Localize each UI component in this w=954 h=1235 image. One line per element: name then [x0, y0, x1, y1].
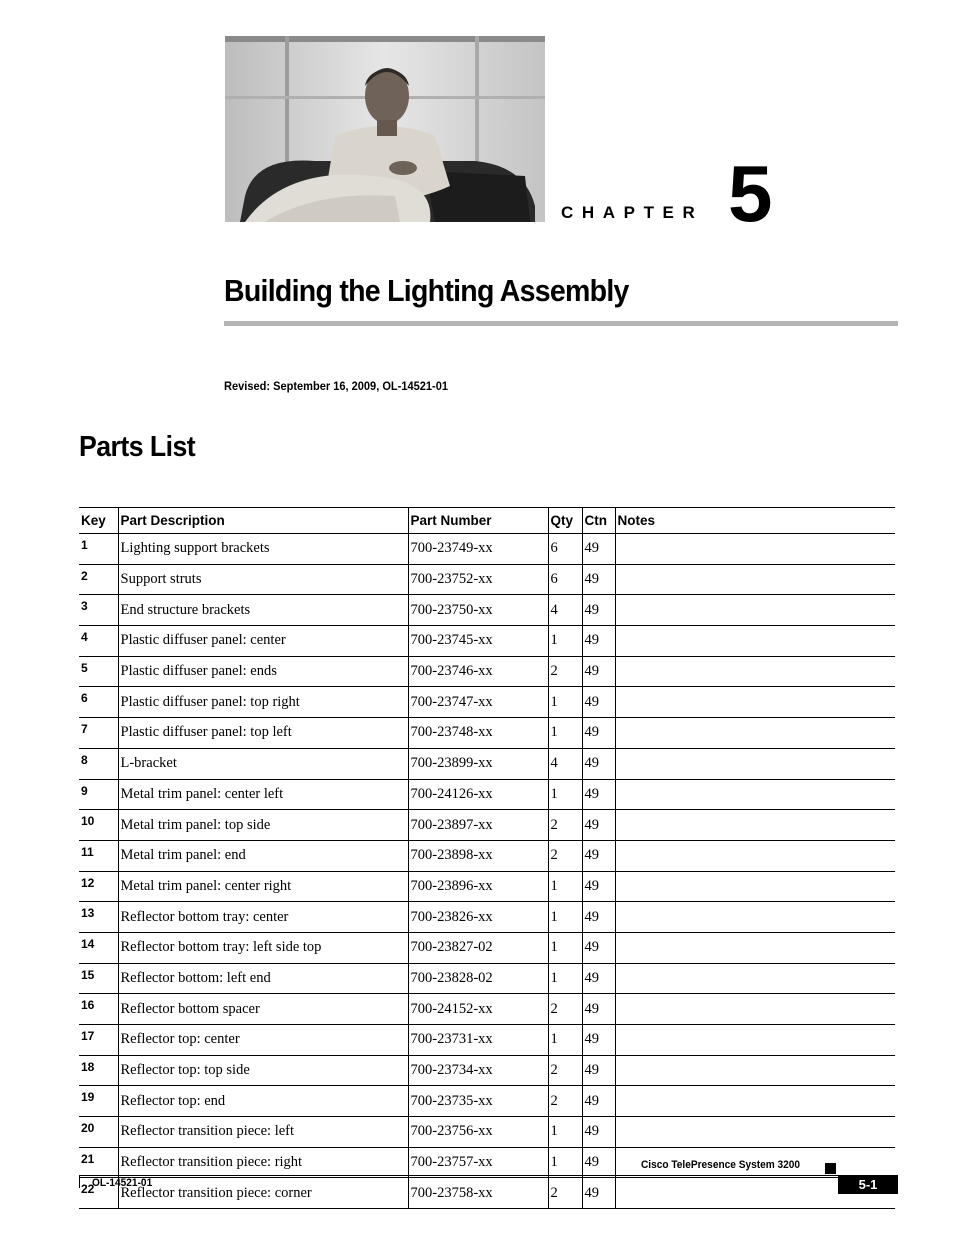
table-row — [79, 1055, 895, 1086]
table-row — [79, 1086, 895, 1117]
cell-key: 5 — [79, 656, 118, 687]
cell-qty: 2 — [548, 994, 582, 1025]
cell-part-description: Metal trim panel: end — [118, 840, 408, 871]
cell-key: 4 — [79, 626, 118, 657]
cell-notes — [615, 871, 895, 902]
cell-key: 15 — [79, 963, 118, 994]
cell-part-number: 700-23898-xx — [408, 840, 548, 871]
table-row — [79, 994, 895, 1025]
parts-table — [79, 507, 895, 1209]
table-row — [79, 656, 895, 687]
cell-part-number: 700-23748-xx — [408, 718, 548, 749]
cell-part-description: Reflector top: top side — [118, 1055, 408, 1086]
cell-key: 2 — [79, 564, 118, 595]
cell-part-number: 700-23899-xx — [408, 748, 548, 779]
cell-ctn: 49 — [582, 871, 615, 902]
cell-part-description: Reflector bottom spacer — [118, 994, 408, 1025]
cell-ctn: 49 — [582, 994, 615, 1025]
cell-notes — [615, 1055, 895, 1086]
cell-part-number: 700-23745-xx — [408, 626, 548, 657]
cell-key: 22 — [79, 1178, 118, 1209]
table-row — [79, 626, 895, 657]
cell-part-description: Reflector bottom tray: center — [118, 902, 408, 933]
cell-qty: 1 — [548, 963, 582, 994]
cell-part-description: Plastic diffuser panel: top left — [118, 718, 408, 749]
cell-qty: 4 — [548, 748, 582, 779]
cell-key: 9 — [79, 779, 118, 810]
cell-part-description: Lighting support brackets — [118, 534, 408, 565]
cell-key: 12 — [79, 871, 118, 902]
cell-key: 18 — [79, 1055, 118, 1086]
cell-part-number: 700-23731-xx — [408, 1025, 548, 1056]
cell-ctn: 49 — [582, 1055, 615, 1086]
table-row — [79, 902, 895, 933]
cell-part-number: 700-23734-xx — [408, 1055, 548, 1086]
footer-doc-number: OL-14521-01 — [92, 1177, 153, 1189]
cell-key: 13 — [79, 902, 118, 933]
cell-part-description: Reflector bottom tray: left side top — [118, 932, 408, 963]
cell-part-number: 700-24126-xx — [408, 779, 548, 810]
cell-part-description: Metal trim panel: top side — [118, 810, 408, 841]
cell-notes — [615, 963, 895, 994]
cell-ctn: 49 — [582, 1147, 615, 1178]
parts-table-body — [79, 534, 895, 1209]
cell-key: 14 — [79, 932, 118, 963]
header-notes: Notes — [615, 508, 895, 534]
cell-notes — [615, 840, 895, 871]
cell-part-number: 700-23746-xx — [408, 656, 548, 687]
cell-notes — [615, 534, 895, 565]
table-row — [79, 871, 895, 902]
cell-part-description: Metal trim panel: center right — [118, 871, 408, 902]
cell-qty: 2 — [548, 1055, 582, 1086]
table-row — [79, 595, 895, 626]
cell-part-description: Metal trim panel: center left — [118, 779, 408, 810]
cell-qty: 4 — [548, 595, 582, 626]
cell-part-description: Reflector top: center — [118, 1025, 408, 1056]
cell-qty: 6 — [548, 564, 582, 595]
cell-part-number: 700-23756-xx — [408, 1117, 548, 1148]
cell-part-number: 700-23750-xx — [408, 595, 548, 626]
page-number: 5-1 — [838, 1175, 898, 1194]
cell-ctn: 49 — [582, 1086, 615, 1117]
cell-key: 8 — [79, 748, 118, 779]
footer-product: Cisco TelePresence System 3200 — [641, 1159, 801, 1171]
cell-notes — [615, 718, 895, 749]
cell-ctn: 49 — [582, 534, 615, 565]
title-rule — [224, 321, 898, 326]
cell-ctn: 49 — [582, 902, 615, 933]
cell-part-description: Plastic diffuser panel: top right — [118, 687, 408, 718]
header-part-number: Part Number — [408, 508, 548, 534]
cell-ctn: 49 — [582, 840, 615, 871]
table-row — [79, 748, 895, 779]
chapter-label: CHAPTER — [561, 203, 704, 222]
cell-part-number: 700-23749-xx — [408, 534, 548, 565]
cell-part-number: 700-23897-xx — [408, 810, 548, 841]
cell-notes — [615, 595, 895, 626]
cell-ctn: 49 — [582, 748, 615, 779]
cell-ctn: 49 — [582, 564, 615, 595]
cell-ctn: 49 — [582, 932, 615, 963]
table-row — [79, 932, 895, 963]
cell-ctn: 49 — [582, 687, 615, 718]
cell-key: 10 — [79, 810, 118, 841]
cell-part-description: Reflector transition piece: corner — [118, 1178, 408, 1209]
cell-ctn: 49 — [582, 1117, 615, 1148]
cell-part-description: Reflector transition piece: left — [118, 1117, 408, 1148]
cell-notes — [615, 902, 895, 933]
footer-marker — [825, 1163, 836, 1174]
table-row — [79, 779, 895, 810]
cell-key: 1 — [79, 534, 118, 565]
cell-key: 7 — [79, 718, 118, 749]
cell-qty: 1 — [548, 718, 582, 749]
cell-notes — [615, 656, 895, 687]
cell-part-description: Reflector bottom: left end — [118, 963, 408, 994]
cell-part-description: L-bracket — [118, 748, 408, 779]
cell-part-number: 700-23757-xx — [408, 1147, 548, 1178]
cell-qty: 1 — [548, 1147, 582, 1178]
cell-qty: 1 — [548, 687, 582, 718]
table-row — [79, 840, 895, 871]
cell-notes — [615, 687, 895, 718]
table-row — [79, 963, 895, 994]
cell-part-number: 700-23827-02 — [408, 932, 548, 963]
table-row — [79, 1025, 895, 1056]
cell-part-number: 700-23735-xx — [408, 1086, 548, 1117]
cell-part-number: 700-23826-xx — [408, 902, 548, 933]
revision-note: Revised: September 16, 2009, OL-14521-01 — [224, 379, 448, 393]
cell-key: 20 — [79, 1117, 118, 1148]
table-row — [79, 718, 895, 749]
header-qty: Qty — [548, 508, 582, 534]
cell-notes — [615, 1025, 895, 1056]
table-row — [79, 1117, 895, 1148]
cell-key: 17 — [79, 1025, 118, 1056]
cell-notes — [615, 748, 895, 779]
cell-notes — [615, 626, 895, 657]
cell-qty: 1 — [548, 779, 582, 810]
cell-notes — [615, 994, 895, 1025]
cell-ctn: 49 — [582, 595, 615, 626]
cell-notes — [615, 1086, 895, 1117]
cell-ctn: 49 — [582, 779, 615, 810]
cell-ctn: 49 — [582, 963, 615, 994]
cell-part-description: Plastic diffuser panel: center — [118, 626, 408, 657]
header-key: Key — [79, 508, 118, 534]
table-row — [79, 1178, 895, 1209]
cell-ctn: 49 — [582, 718, 615, 749]
cell-notes — [615, 932, 895, 963]
cell-part-number: 700-23747-xx — [408, 687, 548, 718]
cell-ctn: 49 — [582, 1178, 615, 1209]
chapter-number: 5 — [728, 149, 773, 238]
cell-ctn: 49 — [582, 810, 615, 841]
cell-part-description: Reflector transition piece: right — [118, 1147, 408, 1178]
footer-rule — [79, 1175, 898, 1176]
cell-qty: 1 — [548, 1117, 582, 1148]
cell-notes — [615, 779, 895, 810]
cell-qty: 1 — [548, 871, 582, 902]
cell-ctn: 49 — [582, 1025, 615, 1056]
table-header-row — [79, 508, 895, 534]
cell-qty: 2 — [548, 1086, 582, 1117]
header-ctn: Ctn — [582, 508, 615, 534]
table-row — [79, 810, 895, 841]
table-row — [79, 564, 895, 595]
cell-part-number: 700-23896-xx — [408, 871, 548, 902]
footer-tick — [79, 1175, 80, 1188]
cell-notes — [615, 810, 895, 841]
cell-ctn: 49 — [582, 626, 615, 657]
cell-part-number: 700-23752-xx — [408, 564, 548, 595]
cell-qty: 2 — [548, 656, 582, 687]
cell-key: 16 — [79, 994, 118, 1025]
cell-qty: 1 — [548, 1025, 582, 1056]
cell-qty: 2 — [548, 840, 582, 871]
cell-qty: 6 — [548, 534, 582, 565]
cell-part-description: Plastic diffuser panel: ends — [118, 656, 408, 687]
table-row — [79, 687, 895, 718]
cell-key: 6 — [79, 687, 118, 718]
cell-part-description: Reflector top: end — [118, 1086, 408, 1117]
table-row — [79, 534, 895, 565]
cell-qty: 1 — [548, 626, 582, 657]
cell-qty: 2 — [548, 1178, 582, 1209]
cell-part-description: Support struts — [118, 564, 408, 595]
cell-part-number: 700-23758-xx — [408, 1178, 548, 1209]
cell-key: 11 — [79, 840, 118, 871]
cell-key: 3 — [79, 595, 118, 626]
cell-part-number: 700-24152-xx — [408, 994, 548, 1025]
cell-qty: 1 — [548, 932, 582, 963]
cell-part-number: 700-23828-02 — [408, 963, 548, 994]
cell-notes — [615, 564, 895, 595]
cell-key: 19 — [79, 1086, 118, 1117]
cell-qty: 2 — [548, 810, 582, 841]
header-part-description: Part Description — [118, 508, 408, 534]
cell-qty: 1 — [548, 902, 582, 933]
cell-key: 21 — [79, 1147, 118, 1178]
chapter-photo — [225, 36, 545, 222]
section-title: Parts List — [79, 431, 196, 463]
cell-part-description: End structure brackets — [118, 595, 408, 626]
cell-notes — [615, 1117, 895, 1148]
cell-ctn: 49 — [582, 656, 615, 687]
chapter-photo-illustration — [225, 36, 545, 222]
chapter-title: Building the Lighting Assembly — [224, 273, 629, 308]
